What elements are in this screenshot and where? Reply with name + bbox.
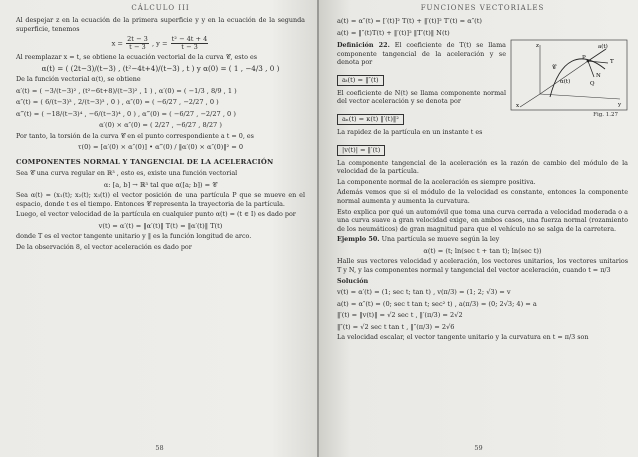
- right-paragraph-8: Halle sus vectores velocidad y aceleración, los vectores unitarios, los vectores unitarios T y N, y las componentes normal y tangencial del vector aceleración, cuando t = π/3: [337, 257, 628, 274]
- right-paragraph-6: Además vemos que si el módulo de la velocidad es constante, entonces la componente normal aumenta y aumenta la curvatura.: [337, 188, 628, 205]
- equation-curve-map: α: [a, b] → ℝ³ tal que α([a; b]) = 𝒞: [103, 180, 218, 189]
- definition-block: [337, 39, 628, 157]
- vector-a: [588, 49, 606, 61]
- right-paragraph-4: La componente tangencial de la aceleración es la razón de cambio del módulo de la velocidad de la partícula.: [337, 158, 628, 176]
- equation-velocity: v(t) = α′(t) = ‖α′(t)‖ T(t) = ‖α′(t)‖ T(t): [98, 221, 223, 230]
- left-running-header: CÁLCULO III: [131, 4, 190, 12]
- right-paragraph-3: La rapidez de la partícula en un instante t es: [337, 127, 483, 136]
- y-axis: [540, 94, 620, 99]
- equation-alpha: α(t) = ( (2t−3)/(t−3) , (t²−4t+4)/(t−3) , t ) y α(0) = ( 1 , −4/3 , 0 ): [41, 63, 280, 73]
- equation-alpha-prime: α′(t) = ( −3/(t−3)² , (t²−6t+8)/(t−3)² , 1 ) , α′(0) = ( −1/3 , 8/9 , 1 ): [16, 86, 237, 95]
- right-paragraph-7: Esto explica por qué un automóvil que toma una curva cerrada a velocidad moderada o a una curva suave a gran velocidad exige, en ambos casos, una fuerza normal (rozamiento de los neumáticos) de gran magnitud para que el vehículo no se salga de la carretera.: [337, 207, 628, 233]
- right-paragraph-5: La componente normal de la aceleración es siempre positiva.: [337, 177, 536, 186]
- label-x: x: [516, 103, 520, 109]
- right-paragraph-9: La velocidad escalar, el vector tangente unitario y la curvatura en t = π/3 son: [337, 333, 589, 342]
- label-t: T: [610, 59, 614, 65]
- left-paragraph-7: Luego, el vector velocidad de la partícula en cualquier punto α(t) = (t ∈ I) es dado por: [16, 210, 296, 219]
- label-q: Q: [590, 81, 595, 87]
- equation-cross-product: α′(0) × α″(0) = ( 2/27 , −6/27 , 8/27 ): [99, 121, 222, 130]
- equation-acceleration-2: a(t) = ‖″(t)T(t) + ‖′(t)]² ‖T′(t)‖ N(t): [337, 28, 450, 37]
- equation-alpha-double-prime: α″(t) = ( 6/(t−3)³ , 2/(t−3)³ , 0 ) , α″(0) = ( −6/27 , −2/27 , 0 ): [16, 98, 219, 107]
- left-paragraph-6: Sea α(t) = (x₁(t); x₂(t); x₃(t)) el vector posición de una partícula P que se mueve en el espacio, donde t es el tiempo. Entonces 𝒞 representa la trayectoria de la partícula.: [16, 191, 305, 208]
- right-page-number: 59: [474, 444, 483, 452]
- equation-velocity-vector: v(t) = α′(t) = (1; sec t; tan t) , v(π/3) = (1; 2; √3) = v: [337, 288, 511, 297]
- figure-frame: [511, 40, 627, 110]
- left-page-number: 58: [155, 444, 164, 452]
- box-tangential-component: aₜ(t) = ‖″(t): [337, 75, 384, 86]
- example-50: [337, 235, 628, 244]
- left-paragraph-5: Sea 𝒞 una curva regular en ℝ³ , esto es, existe una función vectorial: [16, 168, 238, 177]
- equation-speed: ‖′(t) = ‖v(t)‖ = √2 sec t , ‖′(π/3) = 2√2: [337, 311, 463, 320]
- label-p: P: [582, 55, 586, 61]
- eq-y-lhs: , y =: [151, 39, 168, 48]
- equation-torsion: τ(0) = [α′(0) × α″(0)] • α‴(0) / ‖α′(0) × α″(0)‖² = 0: [77, 143, 244, 152]
- equation-x-y: [16, 36, 305, 51]
- label-curve: 𝒞: [552, 65, 557, 71]
- frac-y-num: t² − 4t + 4: [171, 35, 208, 44]
- box-speed: |v(t)| = ‖′(t): [337, 145, 385, 156]
- left-paragraph-2: Al reemplazar x = t, se obtiene la ecuación vectorial de la curva 𝒞, esto es: [16, 53, 258, 62]
- frac-x-den: t − 3: [129, 43, 146, 52]
- point-p: [587, 60, 590, 63]
- equation-acceleration-vector: a(t) = α″(t) = (0; sec t tan t; sec² t) , a(π/3) = (0; 2√3; 4) = a: [337, 299, 537, 308]
- box-normal-component: aₙ(t) = κ(t) ‖′(t)‖²: [337, 114, 404, 125]
- definition-title: Definición 22.: [337, 41, 390, 49]
- figure-caption: Fig. 1.27: [593, 112, 618, 118]
- example-title: Ejemplo 50.: [337, 235, 380, 244]
- position-vector: [540, 61, 588, 94]
- vector-t: [588, 61, 608, 63]
- solution-label: Solución: [337, 276, 369, 285]
- left-intro-paragraph: Al despejar z en la ecuación de la primera superficie y y en la ecuación de la segunda superficie, tenemos: [16, 16, 305, 33]
- right-paragraph-2: El coeficiente de N(t) se llama componente normal del vector aceleración y se denota por: [337, 88, 506, 106]
- right-page: [319, 0, 638, 457]
- equation-speed-derivative: ‖″(t) = √2 sec t tan t , ‖″(π/3) = 2√6: [337, 322, 455, 331]
- figure-acceleration-components: [510, 39, 628, 117]
- label-z: z: [536, 43, 539, 49]
- label-alpha: α(t): [560, 79, 571, 85]
- label-y: y: [618, 102, 622, 108]
- vector-n: [588, 61, 594, 77]
- left-paragraph-8: donde T es el vector tangente unitario y ‖ es la función longitud de arco.: [16, 232, 252, 241]
- eq-x-lhs: x =: [111, 39, 123, 48]
- definition-body: El coeficiente de T(t) se llama componente tangencial de la aceleración y se denota por: [337, 41, 506, 67]
- left-paragraph-3: De la función vectorial α(t), se obtiene: [16, 75, 141, 84]
- equation-alpha-triple-prime: α‴(t) = ( −18/(t−3)⁴ , −6/(t−3)⁴ , 0 ) , α‴(0) = ( −6/27 , −2/27 , 0 ): [16, 109, 236, 118]
- equation-acceleration-1: a(t) = α″(t) = [′(t)]² T(t) + ‖′(t)]² T′(t) = α″(t): [337, 17, 482, 25]
- label-n: N: [596, 73, 601, 79]
- example-body: Una partícula se mueve según la ley: [381, 235, 500, 244]
- frac-y: [171, 36, 209, 51]
- right-running-header: FUNCIONES VECTORIALES: [420, 4, 545, 12]
- label-a: a(t): [598, 44, 608, 50]
- left-paragraph-4: Por tanto, la torsión de la curva 𝒞 en el punto correspondiente a t = 0, es: [16, 131, 254, 140]
- section-heading: COMPONENTES NORMAL Y TANGENCIAL DE LA ACELERACIÓN: [16, 157, 274, 166]
- definition-22: [337, 41, 506, 67]
- left-paragraph-9: De la observación 8, el vector aceleración es dado por: [16, 242, 192, 251]
- equation-motion-law: α(t) = (t; ln(sec t + tan t); ln(sec t)): [423, 246, 542, 255]
- definition-text-column: [337, 39, 506, 157]
- frac-y-den: t − 3: [181, 43, 198, 52]
- frac-x: [126, 36, 149, 51]
- frac-x-num: 2t − 3: [127, 35, 148, 44]
- x-axis: [520, 94, 540, 107]
- figure-svg: [510, 39, 628, 115]
